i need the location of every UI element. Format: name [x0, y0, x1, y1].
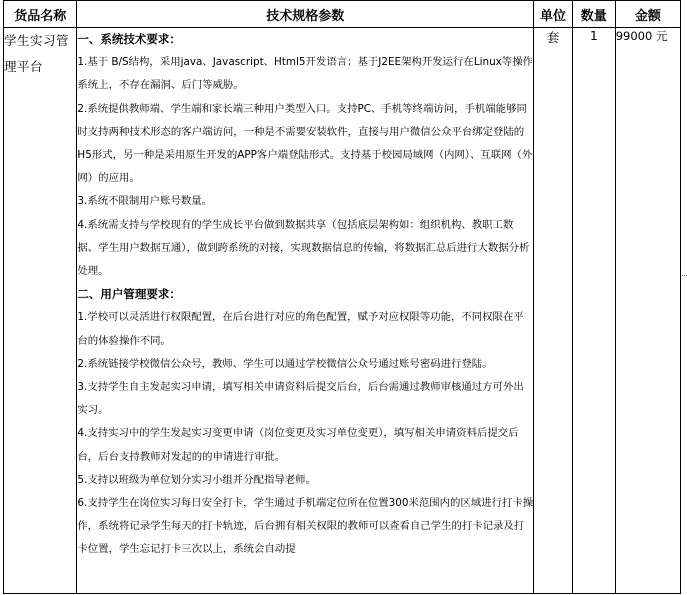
spec-item: 1.基于 B/S结构，采用java、Javascript、Html5开发语言；基于J2EE架构开发运行在Linux等操作系统上，不存在漏洞、后门等威胁。 — [77, 56, 533, 92]
quantity-cell: 1 — [572, 28, 615, 594]
spec-item: 3.支持学生自主发起实习申请，填写相关申请资料后提交后台，后台需通过教师审核通过方可外出实习。 — [77, 381, 524, 417]
header-unit: 单位 — [534, 1, 573, 28]
spec-table — [3, 0, 681, 594]
header-qty: 数量 — [572, 1, 615, 28]
spec-item: 4.支持实习中的学生发起实习变更申请（岗位变更及实习单位变更），填写相关申请资料后提交后台，后台支持教师对发起的的申请进行审批。 — [77, 427, 519, 463]
product-name-cell: 学生实习管理平台 — [4, 28, 77, 594]
unit-cell: 套 — [534, 28, 573, 594]
header-row — [4, 1, 681, 28]
spec-item: 2.系统提供教师端、学生端和家长端三种用户类型入口。支持PC、手机等终端访问，手机端能够同时支持两种技术形态的客户端访问，一种是不需要安装软件，直接与用户微信公众平台绑定登陆的H5形式，另一种是采用原生开发的APP客户端登陆形式。支持基于校园局域网（内网）、互联网（外网）的应用。 — [77, 102, 533, 185]
spec-item: 6.支持学生在岗位实习每日安全打卡，学生通过手机端定位所在位置300米范围内的区域进行打卡操作，系统将记录学生每天的打卡轨迹，后台拥有相关权限的教师可以查看自己学生的打卡记录及打卡位置，学生忘记打卡三次以上，系统会自动提 — [77, 497, 534, 556]
spec-item: 3.系统不限制用户账号数量。 — [77, 195, 213, 208]
spec-item: 1.学校可以灵活进行权限配置，在后台进行对应的角色配置，赋予对应权限等功能，不同权限在平台的体验操作不同。 — [77, 311, 524, 347]
header-spec: 技术规格参数 — [77, 1, 534, 28]
section-title: 二、用户管理要求： — [77, 287, 181, 302]
spec-item: 4.系统需支持与学校现有的学生成长平台做到数据共享（包括底层架构如：组织机构、教职工数据、学生用户数据互通），做到跨系统的对接，实现数据信息的传输，将数据汇总后进行大数据分析处理。 — [77, 218, 530, 278]
spec-cell — [77, 28, 534, 594]
amount-cell: 99000 元 — [615, 28, 680, 594]
header-name: 货品名称 — [4, 1, 77, 28]
spec-item: 5.支持以班级为单位划分实习小组并分配指导老师。 — [77, 473, 316, 486]
section-title: 一、系统技术要求： — [77, 32, 181, 46]
spec-item: 2.系统链接学校微信公众号，教师、学生可以通过学校微信公众号通过账号密码进行登陆。 — [77, 357, 493, 370]
margin-dotted-line — [682, 275, 687, 276]
header-amount: 金额 — [615, 1, 680, 28]
table-row — [4, 28, 681, 594]
